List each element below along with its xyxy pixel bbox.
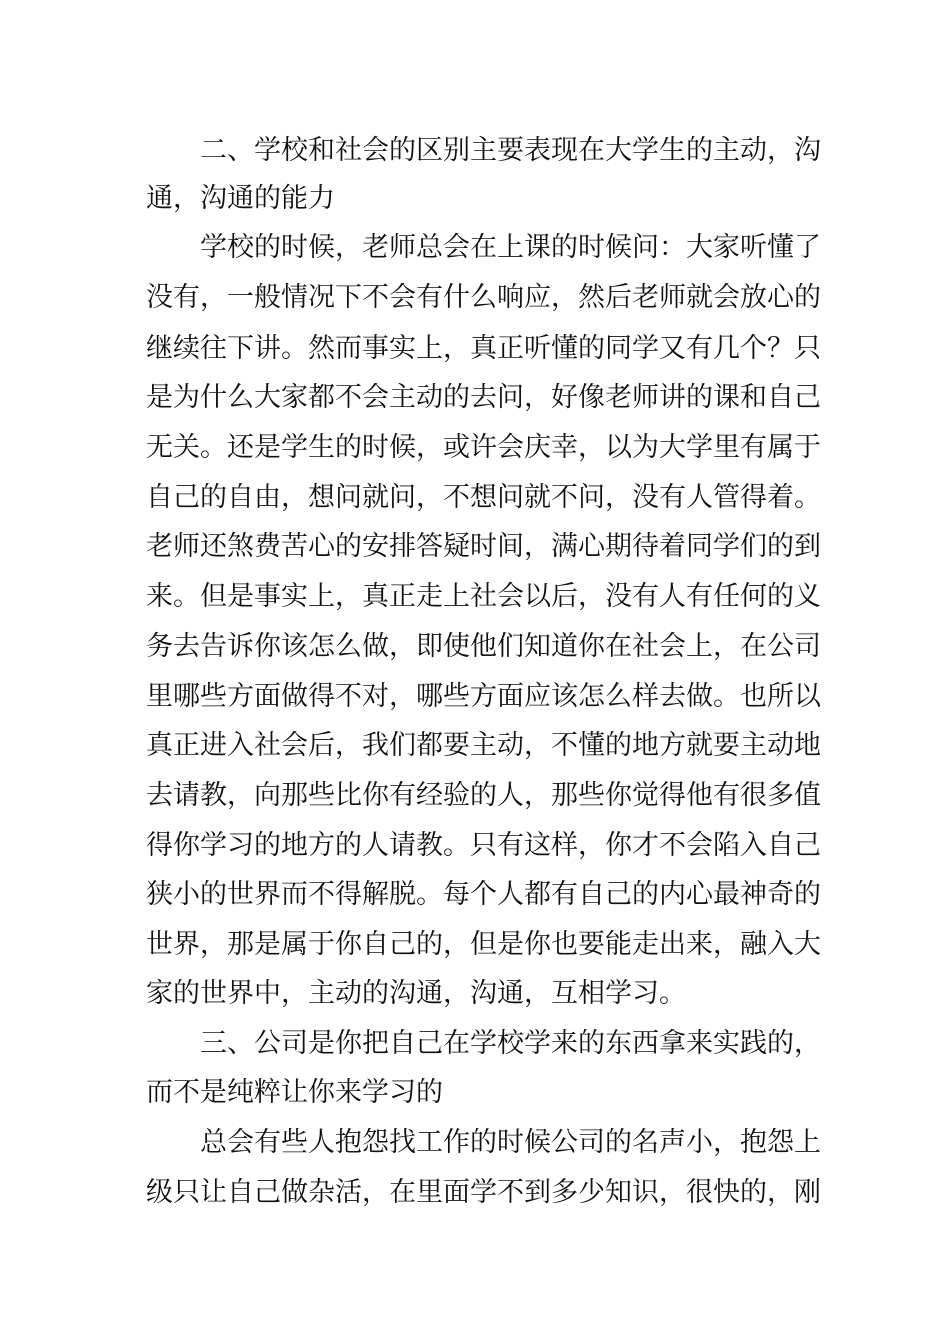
heading-line: 二、学校和社会的区别主要表现在大学生的主动，沟: [200, 135, 821, 166]
paragraph-line: 学校的时候，老师总会在上课的时候问：大家听懂了: [200, 232, 821, 263]
paragraph-line: 里哪些方面做得不对，哪些方面应该怎么样去做。也所以: [146, 681, 821, 712]
paragraph-line: 世界，那是属于你自己的，但是你也要能走出来，融入大: [146, 929, 821, 960]
paragraph-line: 狭小的世界而不得解脱。每个人都有自己的内心最神奇的: [146, 879, 821, 910]
paragraph-line: 家的世界中，主动的沟通，沟通，互相学习。: [146, 978, 686, 1009]
paragraph-line: 得你学习的地方的人请教。只有这样，你才不会陷入自己: [146, 830, 821, 861]
paragraph-line: 真正进入社会后，我们都要主动，不懂的地方就要主动地: [146, 730, 821, 761]
paragraph-line: 去请教，向那些比你有经验的人，那些你觉得他有很多值: [146, 780, 821, 811]
paragraph-line: 老师还煞费苦心的安排答疑时间，满心期待着同学们的到: [146, 531, 821, 562]
paragraph-line: 总会有些人抱怨找工作的时候公司的名声小，抱怨上: [200, 1127, 821, 1158]
paragraph-line: 自己的自由，想问就问，不想问就不问，没有人管得着。: [146, 482, 821, 513]
paragraph-line: 是为什么大家都不会主动的去问，好像老师讲的课和自己: [146, 382, 821, 413]
paragraph-line: 无关。还是学生的时候，或许会庆幸，以为大学里有属于: [146, 432, 821, 463]
paragraph-line: 来。但是事实上，真正走上社会以后，没有人有任何的义: [146, 581, 821, 612]
paragraph-line: 级只让自己做杂活，在里面学不到多少知识，很快的，刚: [146, 1177, 821, 1208]
paragraph-line: 继续往下讲。然而事实上，真正听懂的同学又有几个？只: [146, 333, 821, 364]
paragraph-line: 务去告诉你该怎么做，即使他们知道你在社会上，在公司: [146, 631, 821, 662]
heading-line: 三、公司是你把自己在学校学来的东西拿来实践的，: [200, 1028, 821, 1059]
heading-line: 通，沟通的能力: [146, 183, 335, 214]
heading-line: 而不是纯粹让你来学习的: [146, 1077, 443, 1108]
paragraph-line: 没有，一般情况下不会有什么响应，然后老师就会放心的: [146, 282, 821, 313]
